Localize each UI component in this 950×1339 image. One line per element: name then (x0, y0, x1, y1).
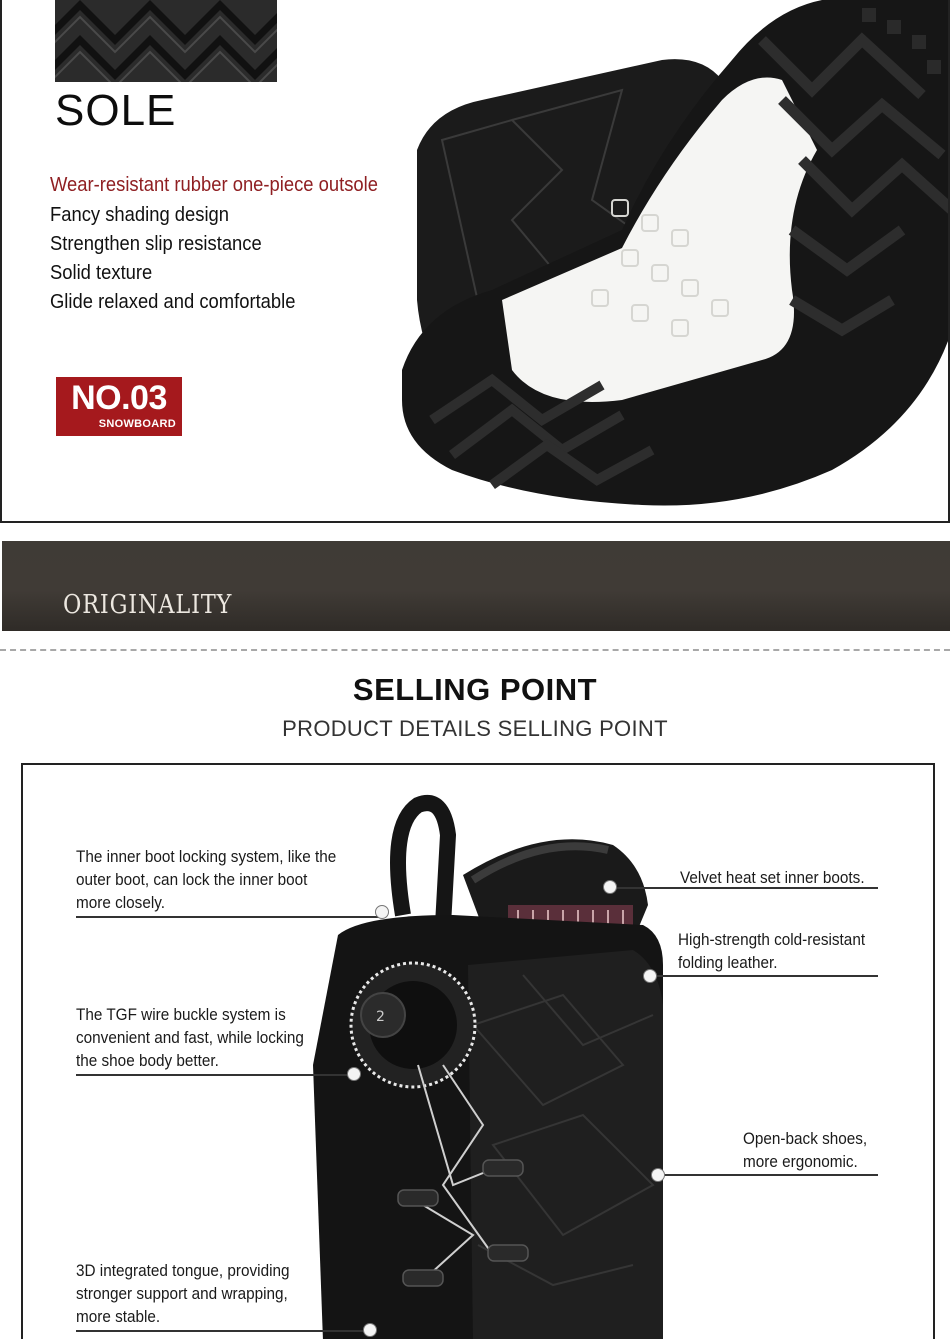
callout-tgf-wire-buckle: The TGF wire buckle system is convenient and fast, while locking the shoe body better. (76, 1005, 304, 1070)
callout-line (648, 975, 878, 977)
callout-inner-boot-locking: The inner boot locking system, like the outer boot, can lock the inner boot more closely. (76, 847, 337, 912)
dashed-divider (0, 649, 950, 651)
svg-text:2: 2 (376, 1009, 385, 1025)
sole-feature: Solid texture (50, 262, 153, 284)
callout-dot (651, 1168, 665, 1182)
sole-lead-text: Wear-resistant rubber one-piece outsole (50, 174, 378, 196)
product-number-badge (56, 377, 182, 436)
boot-sole-illustration (362, 0, 950, 521)
callout-dot (347, 1067, 361, 1081)
selling-point-subtitle: PRODUCT DETAILS SELLING POINT (282, 716, 668, 741)
callout-line (663, 1174, 878, 1176)
sole-feature: Fancy shading design (50, 204, 230, 226)
callout-dot (375, 905, 389, 919)
badge-number: NO.03 (71, 379, 167, 417)
sole-feature: Glide relaxed and comfortable (50, 291, 296, 313)
sole-feature: Strengthen slip resistance (50, 233, 262, 255)
callout-folding-leather: High-strength cold-resistant folding leather. (678, 930, 866, 972)
callout-line (76, 916, 381, 918)
callout-dot (603, 880, 617, 894)
badge-label: SNOWBOARD (98, 418, 176, 430)
callout-dot (643, 969, 657, 983)
originality-banner-text: ORIGINALITY (63, 590, 233, 620)
callout-open-back: Open-back shoes, more ergonomic. (743, 1129, 868, 1171)
callout-line (76, 1330, 376, 1332)
selling-point-panel (21, 763, 935, 1339)
originality-banner (2, 541, 950, 631)
callout-line (76, 1074, 356, 1076)
tread-pattern-swatch (55, 0, 277, 82)
callout-3d-tongue: 3D integrated tongue, providing stronger support and wrapping, more stable. (76, 1261, 290, 1326)
callout-velvet-inner-boot: Velvet heat set inner boots. (680, 868, 865, 887)
sole-title: SOLE (55, 86, 177, 135)
callout-dot (363, 1323, 377, 1337)
callout-line (613, 887, 878, 889)
selling-point-title: SELLING POINT (352, 672, 598, 707)
sole-section (0, 0, 950, 523)
